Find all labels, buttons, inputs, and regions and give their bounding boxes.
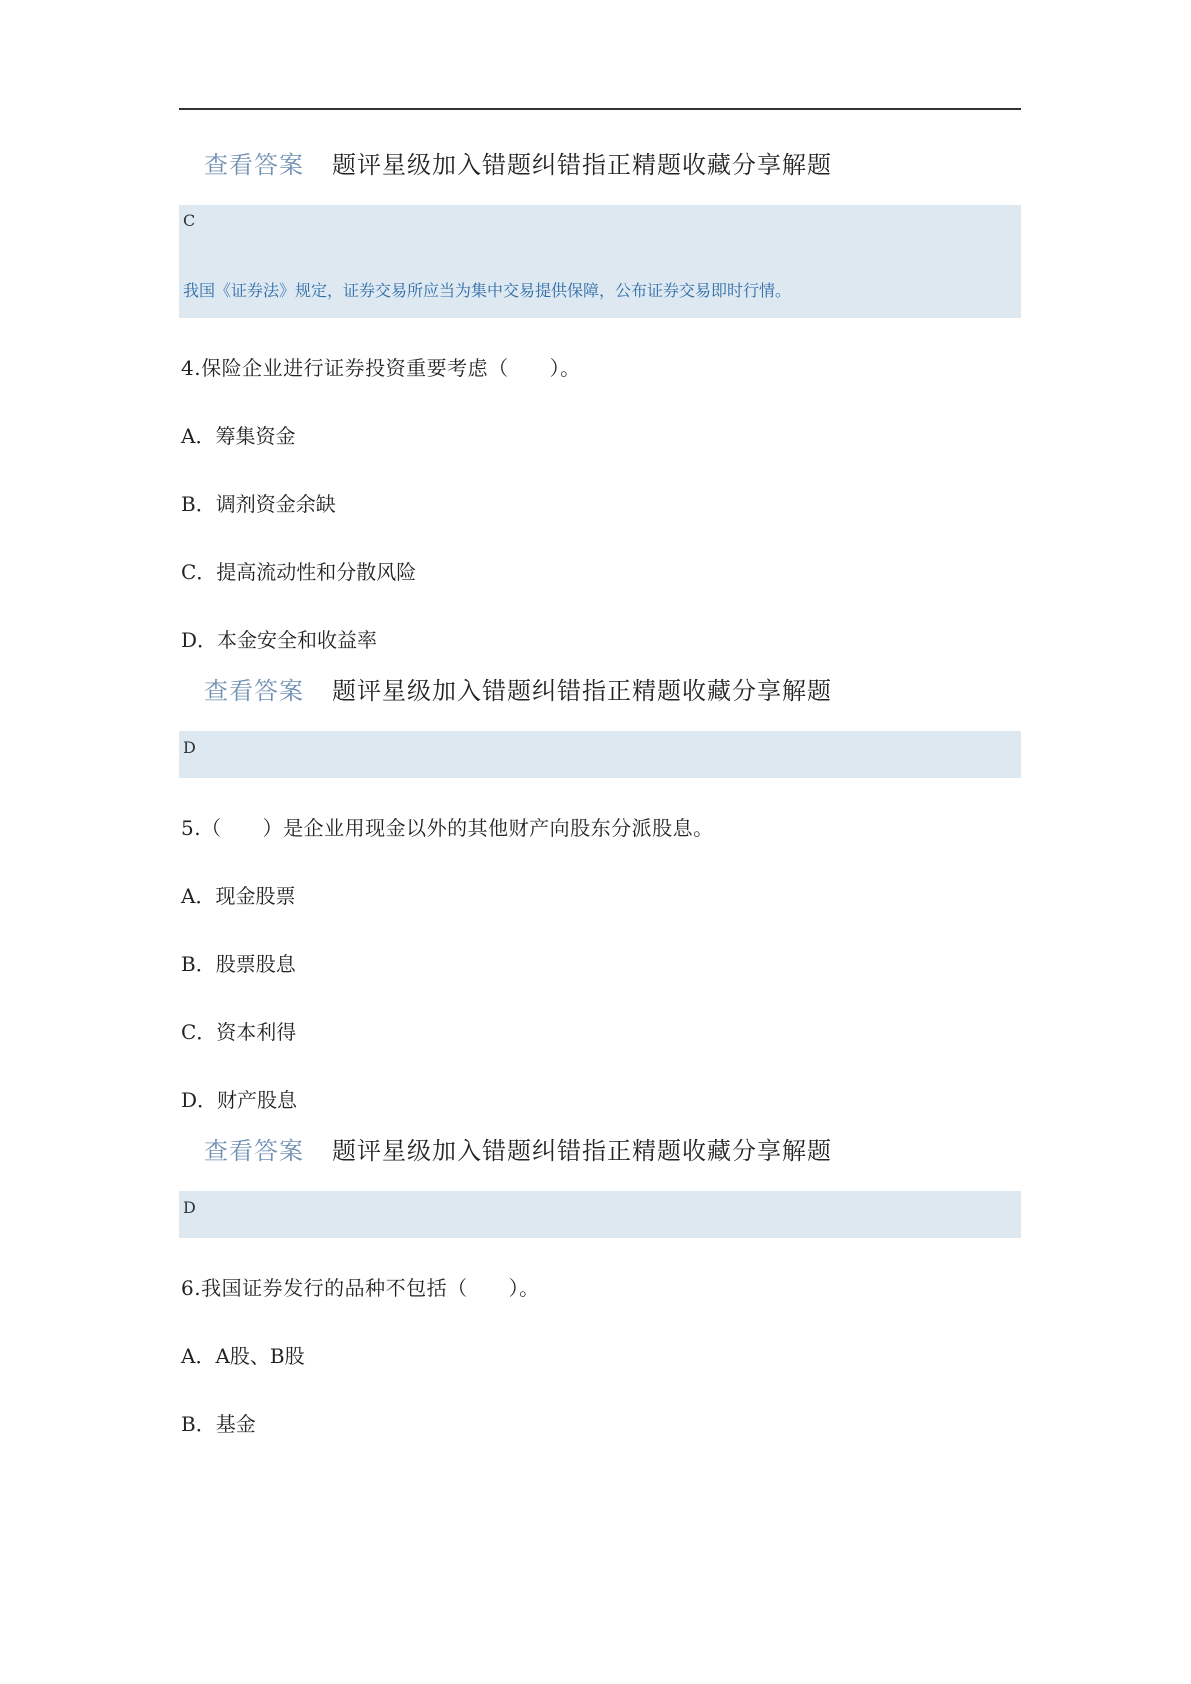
answer-letter: D [183, 1198, 196, 1217]
share-link[interactable]: 分享 [732, 1136, 782, 1165]
review-link[interactable]: 题评 [332, 676, 382, 705]
option-b[interactable]: B．基金 [181, 1412, 256, 1436]
answer-toolbar [204, 142, 832, 182]
correct-link[interactable]: 指正 [582, 1136, 632, 1165]
rating-link[interactable]: 星级 [382, 150, 432, 179]
option-a[interactable]: A．筹集资金 [181, 424, 296, 448]
answer-panel [179, 731, 1021, 778]
favorite-link[interactable]: 收藏 [682, 150, 732, 179]
option-c[interactable]: C．提高流动性和分散风险 [181, 560, 417, 584]
report-error-link[interactable]: 纠错 [532, 676, 582, 705]
featured-link[interactable]: 精题 [632, 1136, 682, 1165]
review-link[interactable]: 题评 [332, 150, 382, 179]
answer-explanation: 我国《证券法》规定，证券交易所应当为集中交易提供保障，公布证券交易即时行情。 [183, 281, 792, 300]
solve-link[interactable]: 解题 [782, 1136, 832, 1165]
option-b[interactable]: B．股票股息 [181, 952, 296, 976]
answer-toolbar [204, 668, 832, 708]
toolbar-actions [332, 1131, 832, 1166]
share-link[interactable]: 分享 [732, 150, 782, 179]
favorite-link[interactable]: 收藏 [682, 1136, 732, 1165]
option-d[interactable]: D．财产股息 [181, 1088, 298, 1112]
rating-link[interactable]: 星级 [382, 676, 432, 705]
view-answer-link[interactable]: 查看答案 [204, 150, 304, 179]
add-wrong-link[interactable]: 加入错题 [432, 676, 532, 705]
answer-panel [179, 205, 1021, 318]
featured-link[interactable]: 精题 [632, 150, 682, 179]
report-error-link[interactable]: 纠错 [532, 1136, 582, 1165]
featured-link[interactable]: 精题 [632, 676, 682, 705]
report-error-link[interactable]: 纠错 [532, 150, 582, 179]
favorite-link[interactable]: 收藏 [682, 676, 732, 705]
solve-link[interactable]: 解题 [782, 676, 832, 705]
option-a[interactable]: A．现金股票 [181, 884, 296, 908]
add-wrong-link[interactable]: 加入错题 [432, 150, 532, 179]
answer-toolbar [204, 1128, 832, 1168]
answer-panel [179, 1191, 1021, 1238]
toolbar-actions [332, 671, 832, 706]
top-rule [179, 108, 1021, 110]
question-stem: 5.（ ）是企业用现金以外的其他财产向股东分派股息。 [181, 816, 714, 840]
share-link[interactable]: 分享 [732, 676, 782, 705]
review-link[interactable]: 题评 [332, 1136, 382, 1165]
question-stem: 6.我国证券发行的品种不包括（ ）。 [181, 1276, 540, 1300]
correct-link[interactable]: 指正 [582, 150, 632, 179]
solve-link[interactable]: 解题 [782, 150, 832, 179]
option-b[interactable]: B．调剂资金余缺 [181, 492, 336, 516]
document-page [179, 0, 1021, 1684]
correct-link[interactable]: 指正 [582, 676, 632, 705]
question-stem: 4.保险企业进行证券投资重要考虑（ ）。 [181, 356, 581, 380]
toolbar-actions [332, 145, 832, 180]
view-answer-link[interactable]: 查看答案 [204, 676, 304, 705]
rating-link[interactable]: 星级 [382, 1136, 432, 1165]
answer-letter: C [183, 211, 196, 230]
answer-letter: D [183, 738, 196, 757]
option-a[interactable]: A．A股、B股 [181, 1344, 305, 1368]
option-c[interactable]: C．资本利得 [181, 1020, 297, 1044]
view-answer-link[interactable]: 查看答案 [204, 1136, 304, 1165]
option-d[interactable]: D．本金安全和收益率 [181, 628, 378, 652]
add-wrong-link[interactable]: 加入错题 [432, 1136, 532, 1165]
